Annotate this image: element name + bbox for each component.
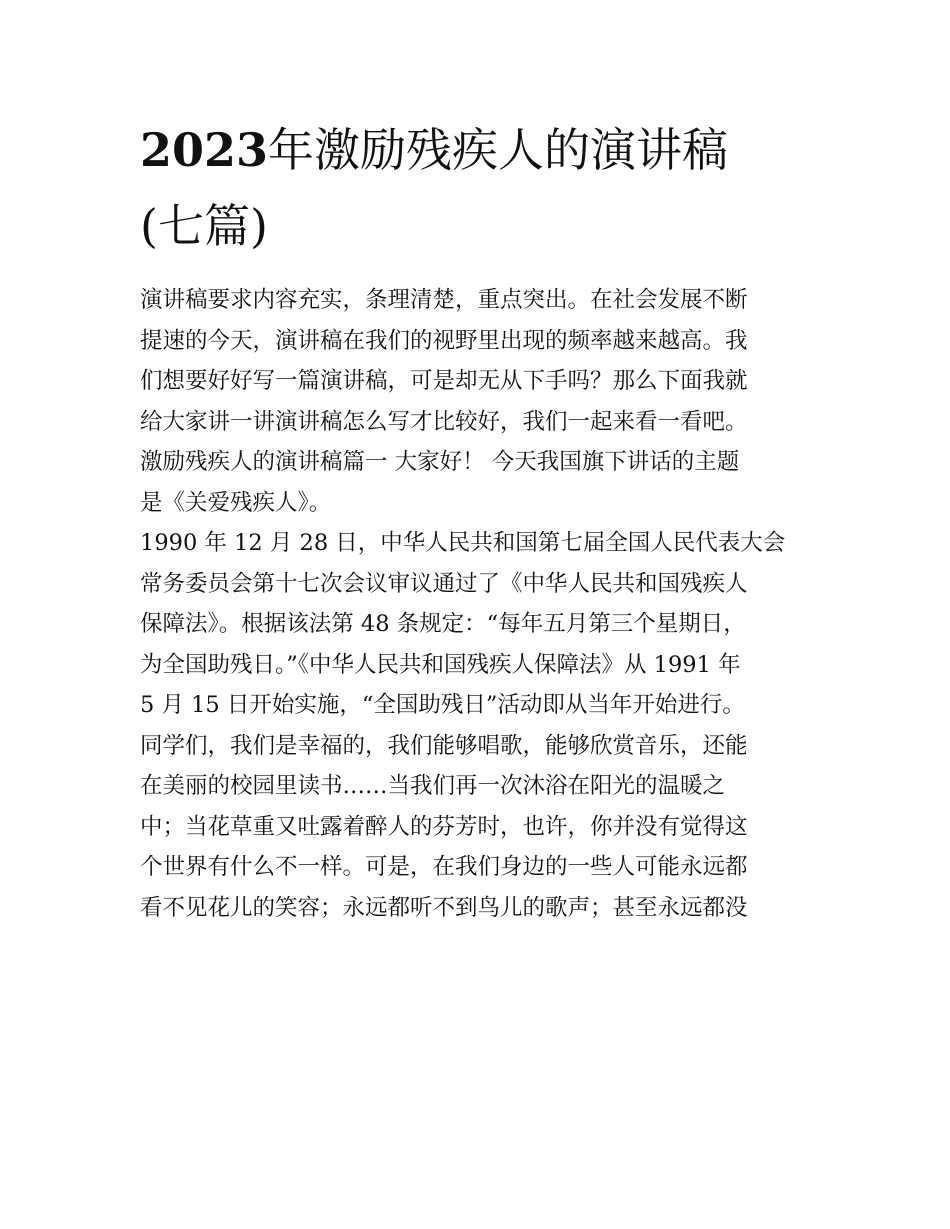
body-line: 提速的今天，演讲稿在我们的视野里出现的频率越来越高。我 [140, 327, 748, 354]
body-line: 1990 年 12 月 28 日，中华人民共和国第七届全国人民代表大会 [140, 530, 786, 556]
body-line: 个世界有什么不一样。可是，在我们身边的一些人可能永远都 [140, 854, 748, 880]
body-line: 中；当花草重又吐露着醉人的芬芳时，也许，你并没有觉得这 [140, 813, 748, 840]
body-line: 激励残疾人的演讲稿篇一 大家好！ 今天我国旗下讲话的主题 [140, 449, 740, 475]
body-line: 同学们，我们是幸福的，我们能够唱歌，能够欣赏音乐，还能 [140, 732, 748, 759]
title-line-2: (七篇) [140, 199, 268, 253]
body-line: 看不见花儿的笑容；永远都听不到鸟儿的歌声；甚至永远都没 [140, 894, 748, 921]
body-line: 保障法》。根据该法第 48 条规定：“每年五月第三个星期日， [140, 611, 746, 637]
body-line: 常务委员会第十七次会议审议通过了《中华人民共和国残疾人 [140, 570, 748, 597]
document-body [140, 280, 840, 928]
title-text: 年激励残疾人的演讲稿 [268, 123, 729, 177]
body-line: 5 月 15 日开始实施，“全国助残日”活动即从当年开始进行。 [140, 692, 745, 718]
body-line: 给大家讲一讲演讲稿怎么写才比较好，我们一起来看一看吧。 [140, 408, 748, 435]
title-year: 2023 [140, 123, 269, 177]
body-line: 演讲稿要求内容充实，条理清楚，重点突出。在社会发展不断 [140, 287, 748, 313]
body-line: 是《关爱残疾人》。 [140, 489, 332, 516]
document-title [140, 112, 820, 264]
body-line: 在美丽的校园里读书……当我们再一次沐浴在阳光的温暖之 [140, 773, 726, 799]
body-line: 们想要好好写一篇演讲稿，可是却无从下手吗？那么下面我就 [140, 368, 748, 394]
title-line-1 [140, 112, 820, 188]
body-line: 为全国助残日。”《中华人民共和国残疾人保障法》从 1991 年 [140, 651, 741, 678]
